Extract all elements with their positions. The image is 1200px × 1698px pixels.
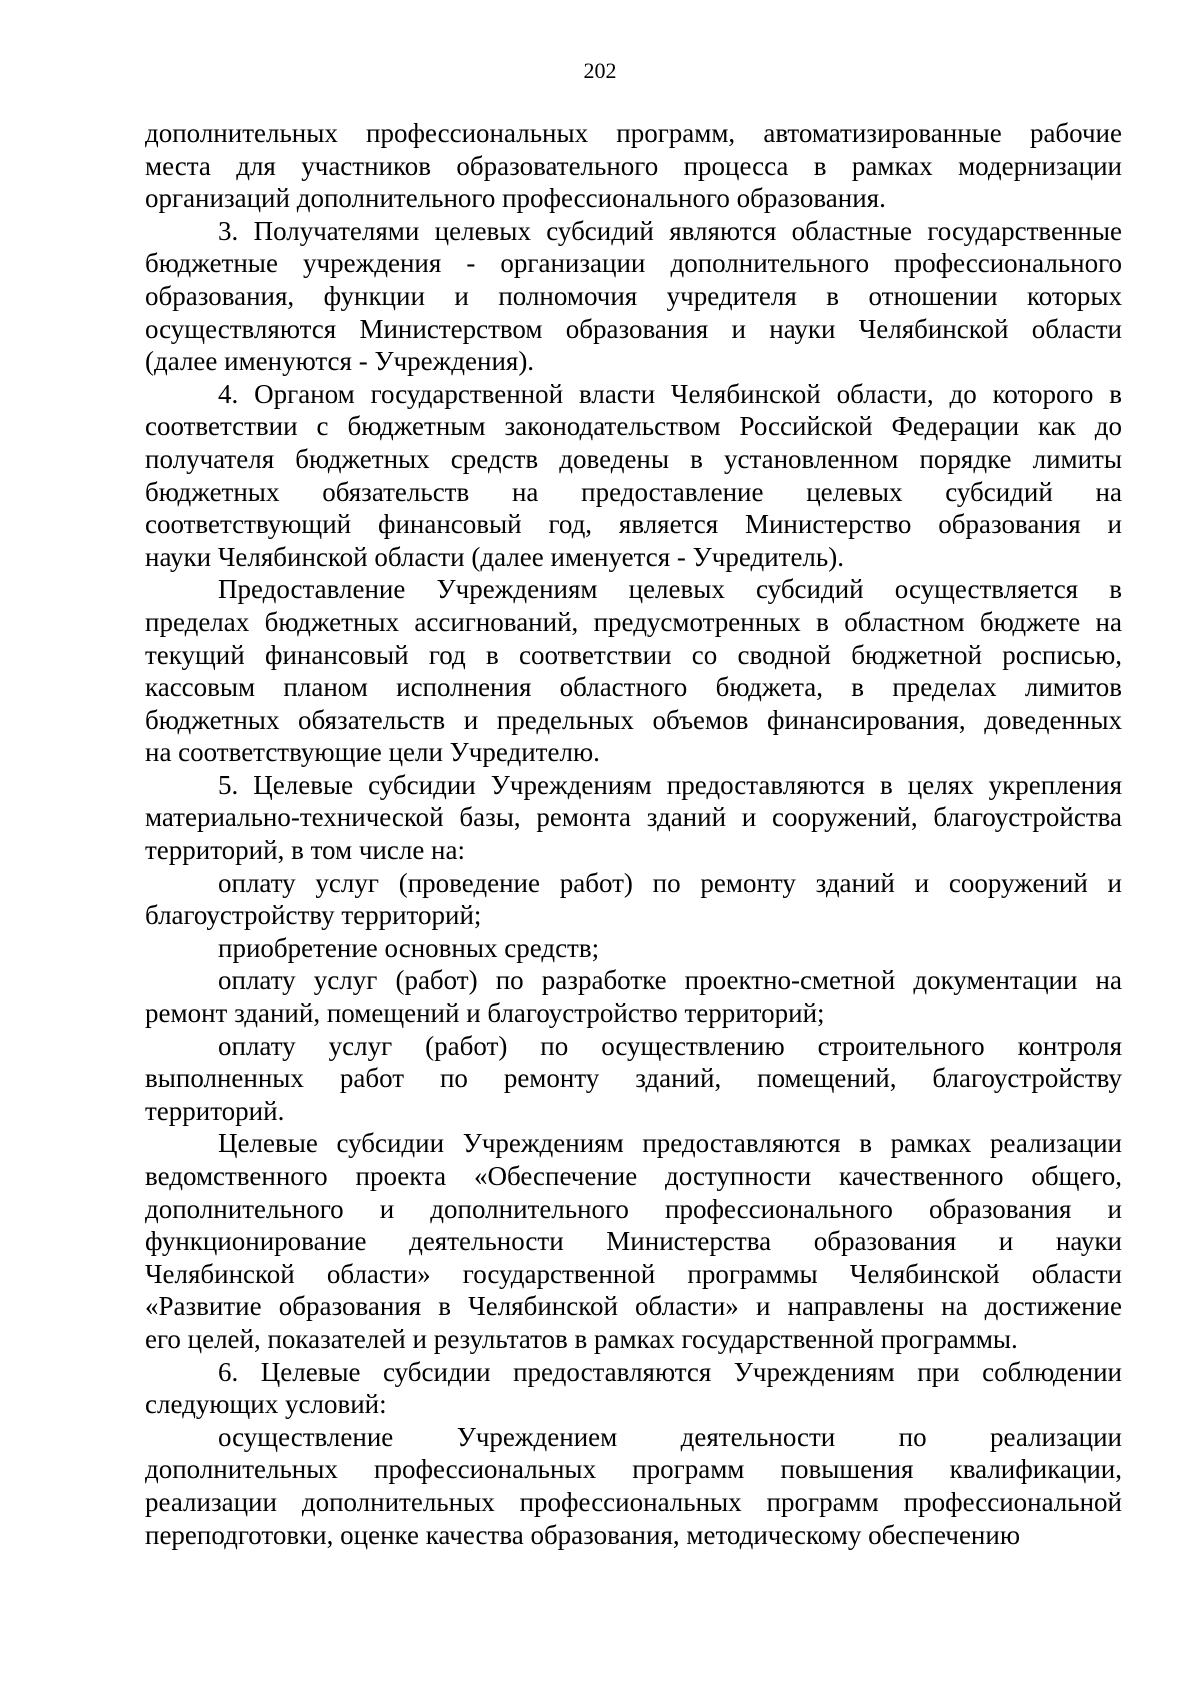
text-line: (далее именуются - Учреждения). <box>145 346 535 377</box>
text-line: пределах бюджетных ассигнований, предусмотренных в областном бюджете на <box>145 606 1122 637</box>
text-line: бюджетных обязательств на предоставление целевых субсидий на <box>145 476 1122 507</box>
paragraph <box>145 1030 1122 1128</box>
page-number: 202 <box>583 58 617 83</box>
text-line: осуществление Учреждением деятельности по реализации <box>218 1421 1122 1452</box>
text-line: 5. Целевые субсидии Учреждениям предоставляются в целях укрепления <box>218 769 1122 800</box>
document-body <box>145 117 1122 1551</box>
paragraph <box>145 1356 1122 1421</box>
paragraph <box>145 932 1122 965</box>
paragraph <box>145 215 1122 378</box>
paragraph <box>145 769 1122 867</box>
text-line: на соответствующие цели Учредителю. <box>145 737 600 768</box>
paragraph <box>145 117 1122 215</box>
text-line: благоустройству территорий; <box>145 900 482 931</box>
text-line: соответствии с бюджетным законодательством Российской Федерации как до <box>145 411 1122 442</box>
text-line: ремонт зданий, помещений и благоустройство территорий; <box>145 998 825 1029</box>
paragraph <box>145 378 1122 574</box>
text-line: кассовым планом исполнения областного бюджета, в пределах лимитов <box>145 672 1122 703</box>
text-line: оплату услуг (работ) по осуществлению строительного контроля <box>218 1030 1122 1061</box>
text-line: получателя бюджетных средств доведены в установленном порядке лимиты <box>145 443 1122 474</box>
text-line: образования, функции и полномочия учредителя в отношении которых <box>145 280 1122 311</box>
paragraph <box>145 964 1122 1029</box>
text-line: территорий, в том числе на: <box>145 835 465 866</box>
text-line: «Развитие образования в Челябинской области» и направлены на достижение <box>145 1291 1122 1322</box>
text-line: материально-технической базы, ремонта зданий и сооружений, благоустройства <box>145 802 1122 833</box>
text-line: ведомственного проекта «Обеспечение доступности качественного общего, <box>145 1161 1122 1191</box>
text-line: бюджетные учреждения - организации дополнительного профессионального <box>145 248 1122 279</box>
text-line: реализации дополнительных профессиональных программ профессиональной <box>145 1486 1122 1517</box>
text-line: следующих условий: <box>145 1389 387 1420</box>
text-line: соответствующий финансовый год, является Министерство образования и <box>145 509 1122 540</box>
text-line: дополнительных профессиональных программ, автоматизированные рабочие <box>145 118 1122 148</box>
text-line: осуществляются Министерством образования и науки Челябинской области <box>145 313 1122 344</box>
text-line: организаций дополнительного профессионального образования. <box>145 183 886 214</box>
text-line: функционирование деятельности Министерства образования и науки <box>145 1226 1122 1257</box>
paragraph <box>145 1421 1122 1551</box>
text-line: 4. Органом государственной власти Челябинской области, до которого в <box>218 378 1122 409</box>
text-line: 6. Целевые субсидии предоставляются Учреждениям при соблюдении <box>218 1356 1122 1387</box>
text-line: оплату услуг (работ) по разработке проектно-сметной документации на <box>218 965 1122 996</box>
paragraph <box>145 573 1122 769</box>
text-line: 3. Получателями целевых субсидий являются областные государственные <box>218 215 1122 246</box>
text-line: науки Челябинской области (далее именуется - Учредитель). <box>145 541 844 572</box>
text-line: его целей, показателей и результатов в рамках государственной программы. <box>145 1323 1018 1354</box>
text-line: переподготовки, оценке качества образования, методическому обеспечению <box>145 1519 1020 1550</box>
text-line: выполненных работ по ремонту зданий, помещений, благоустройству <box>145 1063 1122 1094</box>
text-line: дополнительного и дополнительного профессионального образования и <box>145 1193 1122 1224</box>
text-line: Целевые субсидии Учреждениям предоставляются в рамках реализации <box>218 1128 1122 1159</box>
text-line: оплату услуг (проведение работ) по ремонту зданий и сооружений и <box>218 867 1122 898</box>
text-line: места для участников образовательного процесса в рамках модернизации <box>145 150 1122 181</box>
paragraph <box>145 867 1122 932</box>
text-line: территорий. <box>145 1095 285 1126</box>
text-line: Челябинской области» государственной программы Челябинской области <box>145 1258 1122 1289</box>
text-line: текущий финансовый год в соответствии со сводной бюджетной росписью, <box>145 639 1122 670</box>
text-line: приобретение основных средств; <box>218 932 600 963</box>
text-line: бюджетных обязательств и предельных объемов финансирования, доведенных <box>145 704 1122 735</box>
text-line: дополнительных профессиональных программ повышения квалификации, <box>145 1454 1122 1485</box>
text-line: Предоставление Учреждениям целевых субсидий осуществляется в <box>218 574 1122 605</box>
paragraph <box>145 1127 1122 1355</box>
